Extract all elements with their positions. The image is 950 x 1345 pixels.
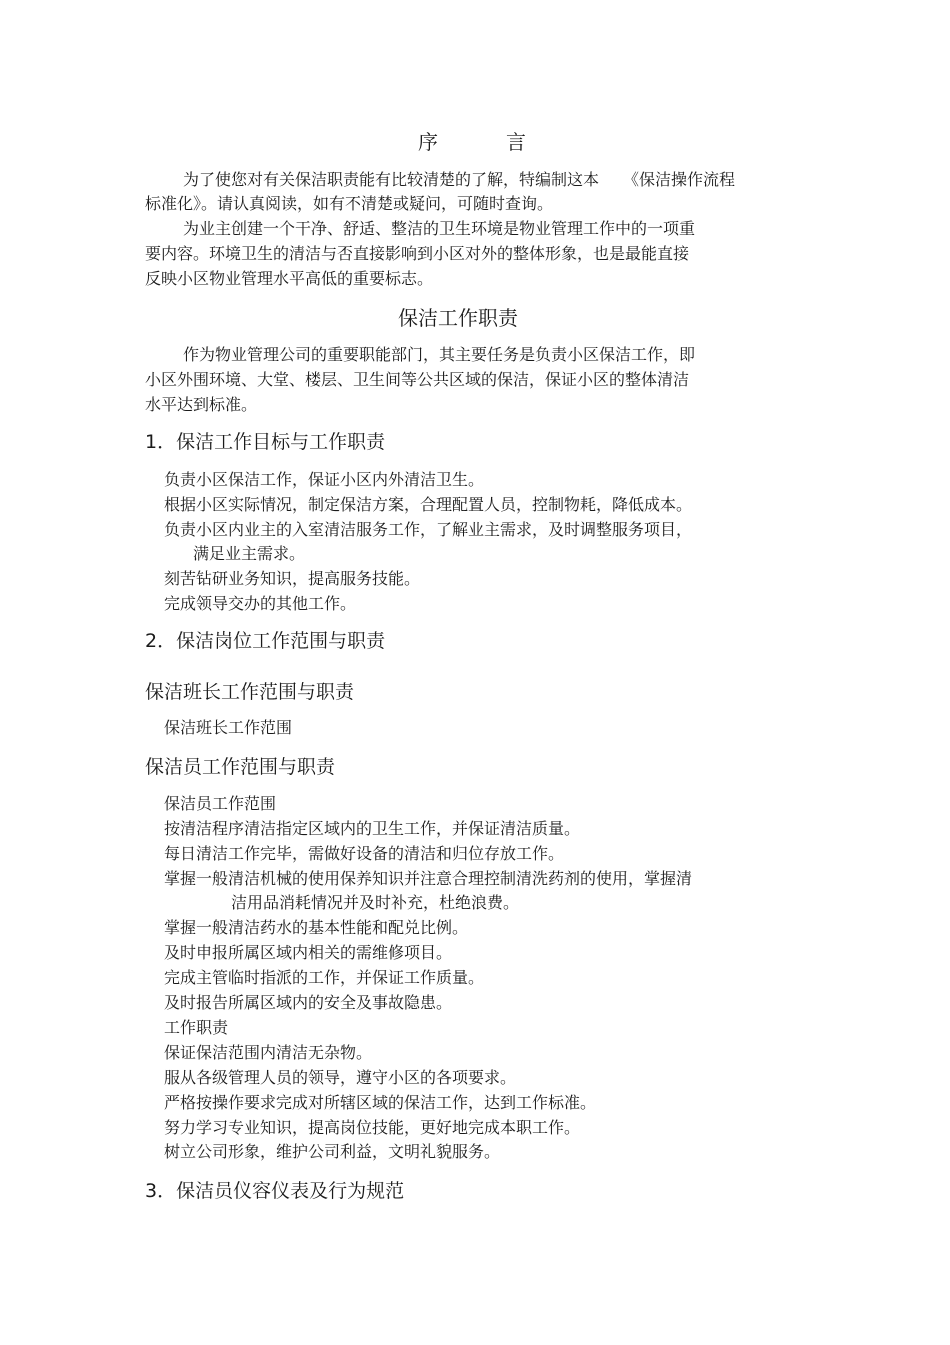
section2-heading: 2．保洁岗位工作范围与职责: [145, 630, 386, 652]
preface-title: 序 言: [418, 130, 550, 154]
duties-para-line2: 小区外围环境、大堂、楼层、卫生间等公共区域的保洁，保证小区的整体清洁: [145, 370, 690, 389]
cleaner-line-continuation: 洁用品消耗情况并及时补充，杜绝浪费。: [231, 893, 520, 912]
cleaner-line: 完成主管临时指派的工作，并保证工作质量。: [164, 968, 485, 987]
duties-para-line1: 作为物业管理公司的重要职能部门，其主要任务是负责小区保洁工作，即: [183, 345, 696, 364]
cleaner-line: 每日清洁工作完毕，需做好设备的清洁和归位存放工作。: [164, 844, 565, 863]
work-duties-subheading: 工作职责: [164, 1018, 229, 1037]
section1-item: 负责小区保洁工作，保证小区内外清洁卫生。: [164, 470, 485, 489]
section1-item: 完成领导交办的其他工作。: [164, 594, 357, 613]
cleaner-line: 树立公司形象，维护公司利益，文明礼貌服务。: [164, 1142, 501, 1161]
section1-item-continuation: 满足业主需求。: [193, 544, 306, 563]
section3-heading: 3．保洁员仪容仪表及行为规范: [145, 1180, 405, 1202]
preface-para2-line1: 为业主创建一个干净、舒适、整洁的卫生环境是物业管理工作中的一项重: [183, 219, 696, 238]
duties-title: 保洁工作职责: [398, 306, 518, 330]
cleaner-line: 掌握一般清洁药水的基本性能和配兑比例。: [164, 918, 469, 937]
cleaner-line: 保证保洁范围内清洁无杂物。: [164, 1043, 373, 1062]
cleaner-line: 按清洁程序清洁指定区域内的卫生工作，并保证清洁质量。: [164, 819, 581, 838]
preface-para2-line3: 反映小区物业管理水平高低的重要标志。: [145, 269, 434, 288]
cleaner-line: 服从各级管理人员的领导，遵守小区的各项要求。: [164, 1068, 517, 1087]
cleaner-heading: 保洁员工作范围与职责: [145, 756, 336, 778]
cleaner-line: 及时申报所属区域内相关的需维修项目。: [164, 943, 453, 962]
preface-para2-line2: 要内容。环境卫生的清洁与否直接影响到小区对外的整体形象，也是最能直接: [145, 244, 690, 263]
leader-subheading: 保洁班长工作范围: [164, 718, 293, 737]
section1-item: 根据小区实际情况，制定保洁方案，合理配置人员，控制物耗，降低成本。: [164, 495, 693, 514]
section1-item: 负责小区内业主的入室清洁服务工作，了解业主需求，及时调整服务项目，: [164, 520, 693, 539]
preface-para1-line1: 为了使您对有关保洁职责能有比较清楚的了解，特编制这本 《保洁操作流程: [183, 170, 736, 189]
duties-para-line3: 水平达到标准。: [145, 395, 258, 414]
leader-heading: 保洁班长工作范围与职责: [145, 681, 355, 703]
section1-item: 刻苦钻研业务知识，提高服务技能。: [164, 569, 421, 588]
preface-para1-line2: 标准化》。请认真阅读，如有不清楚或疑问，可随时查询。: [145, 194, 554, 213]
cleaner-line: 掌握一般清洁机械的使用保养知识并注意合理控制清洗药剂的使用，掌握清: [164, 869, 693, 888]
cleaner-line: 及时报告所属区域内的安全及事故隐患。: [164, 993, 453, 1012]
section1-heading: 1．保洁工作目标与工作职责: [145, 431, 386, 453]
cleaner-line: 努力学习专业知识，提高岗位技能，更好地完成本职工作。: [164, 1118, 581, 1137]
cleaner-line: 严格按操作要求完成对所辖区域的保洁工作，达到工作标准。: [164, 1093, 597, 1112]
cleaner-line: 保洁员工作范围: [164, 794, 277, 813]
